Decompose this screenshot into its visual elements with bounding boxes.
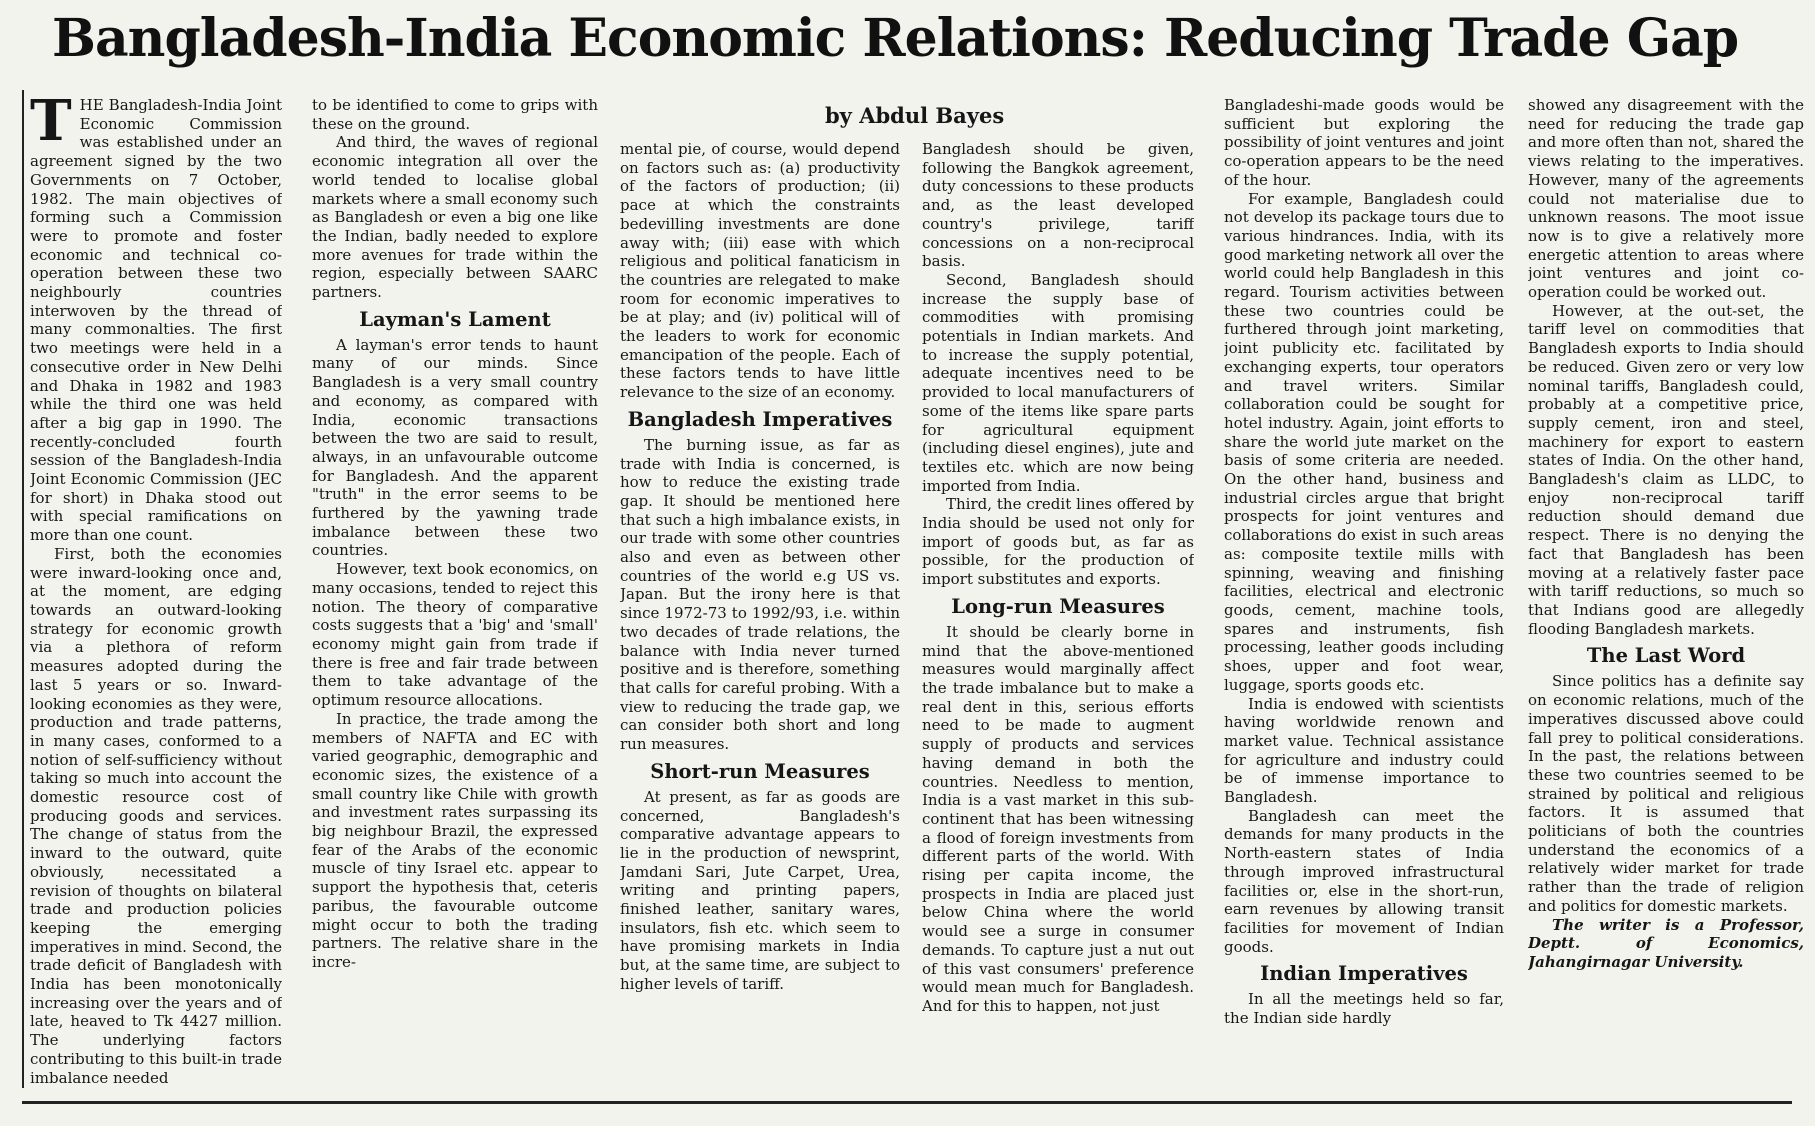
article-column-1	[30, 96, 282, 1104]
paragraph: Third, the credit lines offered by India should be used not only for import of goods but, as far as possible, for the production of import substitutes and exports.	[922, 495, 1194, 589]
left-column-rule	[22, 90, 24, 1088]
paragraph: For example, Bangladesh could not develop its package tours due to various hindrances. India, with its good marketing network all over the world could help Bangladesh in this regard. Tourism activities between these two countries could be furthered through joint marketing, joint publicity etc. facilitated by exchanging experts, tour operators and travel writers. Similar collaboration could be sought for hotel industry. Again, joint efforts to share the world jute market on the basis of some criteria are needed. On the other hand, business and industrial circles argue that bright prospects for joint ventures and collaborations do exist in such areas as: composite textile mills with spinning, weaving and finishing facilities, electrical and electronic goods, cement, machine tools, spares and instruments, fish processing, leather goods including shoes, upper and foot wear, luggage, sports goods etc.	[1224, 189, 1504, 694]
paragraph: In all the meetings held so far, the Indian side hardly	[1224, 990, 1504, 1028]
section-heading: The Last Word	[1586, 644, 1746, 668]
paragraph: Bangladeshi-made goods would be sufficient but exploring the possibility of joint ventures and joint co-operation appears to be the need of the hour.	[1224, 96, 1504, 189]
paragraph: And third, the waves of regional economic integration all over the world tended to localise global markets where a small economy such as Bangladesh or even a big one like the Indian, badly needed to explore more avenues for trade within the region, especially between SAARC partners.	[312, 133, 598, 302]
paragraph: showed any disagreement with the need for reducing the trade gap and more often than not, shared the views relating to the imperatives. However, many of the agreements could not materialise due to unknown reasons. The moot issue now is to give a relatively more energetic attention to areas where joint ventures and joint co-operation could be worked out.	[1528, 96, 1804, 302]
paragraph: mental pie, of course, would depend on factors such as: (a) productivity of the factors of production; (ii) pace at which the constraints bedevilling investments are done away with; (iii) ease with which religious and political fanaticism in the countries are relegated to make room for economic imperatives to be at play; and (iv) political will of the leaders to work for economic emancipation of the people. Each of these factors tends to have little relevance to the size of an economy.	[620, 140, 900, 402]
article-column-2	[312, 96, 598, 1104]
paragraph: In practice, the trade among the members of NAFTA and EC with varied geographic, demographic and economic sizes, the existence of a small country like Chile with growth and investment rates surpassing its big neighbour Brazil, the expressed fear of the Arabs of the economic muscle of tiny Israel etc. appear to support the hypothesis that, ceteris paribus, the favourable outcome might occur to both the trading partners. The relative share in the incre-	[312, 709, 598, 971]
paragraph: At present, as far as goods are concerned, Bangladesh's comparative advantage appears to lie in the production of newsprint, Jamdani Sari, Jute Carpet, Urea, writing and printing papers, finished leather, sanitary wares, insulators, fish etc. which seem to have promising markets in India but, at the same time, are subject to higher levels of tariff.	[620, 787, 900, 993]
section-heading: Short-run Measures	[650, 759, 870, 783]
article-column-5	[1224, 96, 1504, 1104]
paragraph: However, text book economics, on many occasions, tended to reject this notion. The theory of comparative costs suggests that a 'big' and 'small' economy might gain from trade if there is free and fair trade between them to take advantage of the optimum resource allocations.	[312, 560, 598, 710]
author-note: The writer is a Professor, Deptt. of Economics, Jahangirnagar University.	[1528, 915, 1804, 971]
paragraph: Second, Bangladesh should increase the supply base of commodities with promising potentials in Indian markets. And to increase the supply potential, adequate incentives need to be provided to local manufacturers of some of the items like spare parts for agricultural equipment (including diesel engines), jute and textiles etc. which are now being imported from India.	[922, 270, 1194, 495]
paragraph: Bangladesh should be given, following the Bangkok agreement, duty concessions to these products and, as the least developed country's privilege, tariff concessions on a non-reciprocal basis.	[922, 140, 1194, 271]
article-column-6	[1528, 96, 1804, 1104]
article-column-4	[922, 140, 1194, 1104]
paragraph: It should be clearly borne in mind that the above-mentioned measures would marginally affect the trade imbalance but to make a real dent in this, serious efforts need to be made to augment supply of products and services having demand in both the countries. Needless to mention, India is a vast market in this sub-continent that has been witnessing a flood of foreign investments from different parts of the world. With rising per capita income, the prospects in India are placed just below China where the world would see a surge in consumer demands. To capture just a nut out of this vast consumers' preference would mean much for Bangladesh. And for this to happen, not just	[922, 622, 1194, 1015]
paragraph: A layman's error tends to haunt many of our minds. Since Bangladesh is a very small country and economy, as compared with India, economic transactions between the two are said to result, always, in an unfavourable outcome for Bangladesh. And the apparent "truth" in the error seems to be furthered by the yawning trade imbalance between these two countries.	[312, 335, 598, 560]
paragraph: India is endowed with scientists having worldwide renown and market value. Technical assistance for agriculture and industry could be of immense importance to Bangladesh.	[1224, 694, 1504, 807]
section-heading: Bangladesh Imperatives	[627, 407, 893, 431]
section-heading: Indian Imperatives	[1260, 962, 1468, 986]
byline: by Abdul Bayes	[825, 103, 1005, 128]
lead-paragraph	[30, 96, 282, 545]
section-heading: Layman's Lament	[359, 307, 551, 331]
headline: Bangladesh-India Economic Relations: Reducing Trade Gap	[52, 8, 1739, 69]
section-heading: Long-run Measures	[951, 594, 1165, 618]
bottom-rule	[22, 1101, 1792, 1104]
paragraph: However, at the out-set, the tariff level on commodities that Bangladesh exports to India should be reduced. Given zero or very low nominal tariffs, Bangladesh could, probably at a competitive price, supply cement, iron and steel, machinery for export to eastern states of India. On the other hand, Bangladesh's claim as LLDC, to enjoy non-reciprocal tariff reduction should demand due respect. There is no denying the fact that Bangladesh has been moving at a relatively faster pace with tariff reductions, so much so that Indians good are allegedly flooding Bangladesh markets.	[1528, 301, 1804, 638]
paragraph: Since politics has a definite say on economic relations, much of the imperatives discussed above could fall prey to political considerations. In the past, the relations between these two countries seemed to be strained by political and religious factors. It is assumed that politicians of both the countries understand the economics of a relatively wider market for trade rather than the trade of religion and politics for domestic markets.	[1528, 672, 1804, 915]
paragraph: Bangladesh can meet the demands for many products in the North-eastern states of India through improved infrastructural facilities or, else in the short-run, earn revenues by allowing transit facilities for movement of Indian goods.	[1224, 806, 1504, 956]
paragraph: to be identified to come to grips with these on the ground.	[312, 96, 598, 133]
paragraph: First, both the economies were inward-looking once and, at the moment, are edging towards an outward-looking strategy for economic growth via a plethora of reform measures adopted during the last 5 years or so. Inward-looking economies as they were, production and trade patterns, in many cases, conformed to a notion of self-sufficiency without taking so much into account the domestic resource cost of producing goods and services. The change of status from the inward to the outward, quite obviously, necessitated a revision of thoughts on bilateral trade and production policies keeping the emerging imperatives in mind. Second, the trade deficit of Bangladesh with India has been monotonically increasing over the years and of late, heaved to Tk 4427 million. The underlying factors contributing to this built-in trade imbalance needed	[30, 544, 282, 1087]
article-column-3	[620, 140, 900, 1104]
drop-cap: T	[30, 96, 72, 154]
paragraph: The burning issue, as far as trade with India is concerned, is how to reduce the existing trade gap. It should be mentioned here that such a high imbalance exists, in our trade with some other countries also and even as between other countries of the world e.g US vs. Japan. But the irony here is that since 1972-73 to 1992/93, i.e. within two decades of trade relations, the balance with India never turned positive and is therefore, something that calls for careful probing. With a view to reducing the trade gap, we can consider both short and long run measures.	[620, 435, 900, 754]
lead-paragraph-text: HE Bangladesh-India Joint Economic Commission was established under an agreement signed by the two Governments on 7 October, 1982. The main objectives of forming such a Commission were to promote and foster economic and technical co-operation between these two neighbourly countries interwoven by the thread of many commonalties. The first two meetings were held in a consecutive order in New Delhi and Dhaka in 1982 and 1983 while the third one was held after a big gap in 1990. The recently-concluded fourth session of the Bangladesh-India Joint Economic Commission (JEC for short) in Dhaka stood out with special ramifications on more than one count.	[30, 96, 282, 545]
